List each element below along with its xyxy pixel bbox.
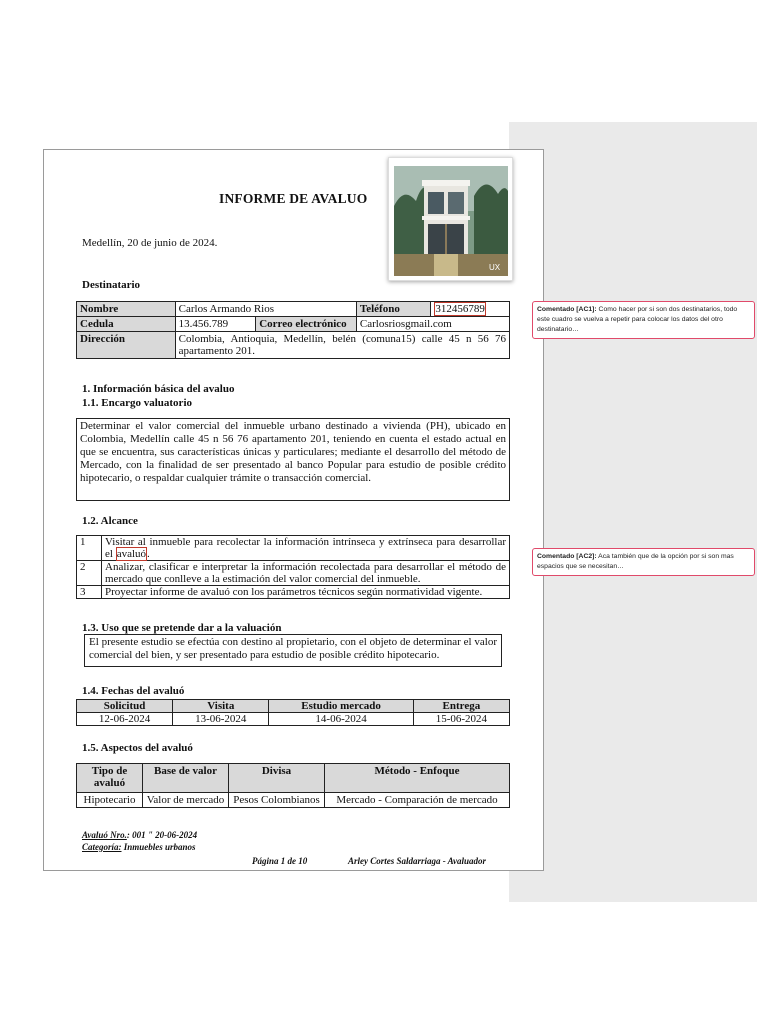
fecha-entrega[interactable]: 15-06-2024 bbox=[413, 713, 509, 726]
alcance-text: Proyectar informe de avaluó con los parámetros técnicos según normatividad vigente. bbox=[102, 586, 510, 599]
encargo-text-pre: Determinar el valor comercial del inmueble urbano destinado a vivienda (PH), ubicado en bbox=[80, 420, 506, 432]
alcance-num: 3 bbox=[77, 586, 102, 599]
alcance-row[interactable] bbox=[77, 561, 510, 586]
direccion-value[interactable]: Colombia, Antioquia, Medellín, belén (comuna15) calle 45 n 56 76 apartamento 201. bbox=[175, 332, 509, 359]
correo-label: Correo electrónico bbox=[256, 317, 357, 332]
alcance-table bbox=[76, 535, 510, 599]
fechas-heading: 1.4. Fechas del avaluó bbox=[82, 685, 185, 697]
aspectos-header-base: Base de valor bbox=[143, 764, 229, 793]
alcance-text: Analizar, clasificar e interpretar la información recolectada para desarrollar el método de mercado que conlleve a la estimación del valor comercial del inmueble. bbox=[102, 561, 510, 586]
comment-ac1-text: Como hacer por si son dos destinatarios, todo este cuadro se vuelva a repetir para colocar los datos del otro destinatario… bbox=[537, 306, 738, 333]
fechas-header-estudio: Estudio mercado bbox=[269, 700, 413, 713]
photo-watermark: UX bbox=[489, 263, 501, 272]
alcance-num: 2 bbox=[77, 561, 102, 586]
footer-author: Arley Cortes Saldarriaga - Avaluador bbox=[348, 856, 487, 866]
correo-value[interactable]: Carlosriosgmail.com bbox=[356, 317, 509, 332]
comment-ac1-id: Comentado [AC1]: bbox=[537, 306, 597, 313]
telefono-label: Teléfono bbox=[356, 302, 431, 317]
section1-heading: 1. Información básica del avaluo bbox=[82, 383, 235, 395]
aspecto-tipo[interactable]: Hipotecario bbox=[77, 793, 143, 808]
document-title: INFORME DE AVALUO bbox=[219, 191, 368, 206]
alcance-text: Visitar al inmueble para recolectar la información intrínseca y extrínseca para desarrollar el avaluó. bbox=[102, 536, 510, 561]
aspectos-header-tipo: Tipo de avaluó bbox=[77, 764, 143, 793]
alcance-num: 1 bbox=[77, 536, 102, 561]
comment-pane bbox=[509, 122, 757, 902]
direccion-label: Dirección bbox=[77, 332, 176, 359]
document-date: Medellín, 20 de junio de 2024. bbox=[82, 237, 218, 249]
telefono-cell[interactable] bbox=[431, 302, 510, 317]
fechas-header-entrega: Entrega bbox=[413, 700, 509, 713]
aspecto-divisa[interactable]: Pesos Colombianos bbox=[229, 793, 325, 808]
aspectos-heading: 1.5. Aspectos del avaluó bbox=[82, 742, 193, 754]
nombre-value[interactable]: Carlos Armando Rios bbox=[175, 302, 356, 317]
nombre-label: Nombre bbox=[77, 302, 176, 317]
destinatario-table bbox=[76, 301, 510, 359]
document-page[interactable] bbox=[43, 149, 544, 871]
cedula-label: Cedula bbox=[77, 317, 176, 332]
fechas-table bbox=[76, 699, 510, 726]
fecha-solicitud[interactable]: 12-06-2024 bbox=[77, 713, 173, 726]
fecha-estudio[interactable]: 14-06-2024 bbox=[269, 713, 413, 726]
encargo-text-bold: Colombia, Medellín calle 45 n 56 76 apartamento 201 bbox=[80, 433, 327, 445]
house-photo-icon bbox=[394, 166, 508, 276]
comment-ac2-id: Comentado [AC2]: bbox=[537, 553, 597, 560]
alcance-row[interactable] bbox=[77, 536, 510, 561]
footer-categoria: Categoría: Inmuebles urbanos bbox=[82, 842, 196, 852]
uso-box[interactable]: El presente estudio se efectúa con destino al propietario, con el objeto de determinar el valor comercial del bien, y ser presentado para estudio de posible crédito hipotecario. bbox=[84, 634, 502, 667]
alcance-row[interactable] bbox=[77, 586, 510, 599]
uso-heading: 1.3. Uso que se pretende dar a la valuación bbox=[82, 622, 282, 634]
footer-page-number: Página 1 de 10 bbox=[252, 856, 308, 866]
encargo-box[interactable] bbox=[76, 418, 510, 501]
footer-avaluo: Avaluó Nro.: 001 " 20-06-2024 bbox=[82, 830, 198, 840]
avaluo-comment-mark[interactable]: avaluó bbox=[116, 548, 147, 560]
alcance-heading: 1.2. Alcance bbox=[82, 515, 138, 527]
cedula-value[interactable]: 13.456.789 bbox=[175, 317, 256, 332]
fechas-header-solicitud: Solicitud bbox=[77, 700, 173, 713]
aspectos-table bbox=[76, 763, 510, 808]
aspecto-metodo[interactable]: Mercado - Comparación de mercado bbox=[325, 793, 510, 808]
encargo-text-post: , teniendo en cuenta el estado actual en que se encuentra, sus características únicas y particulares; mediante el desarrollo del método de Mercado, con la finalidad de ser presentado al banco Popular para estudio de posible crédito hipotecario, o respaldar cualquier trámite o transacción comercial. bbox=[80, 433, 506, 484]
comment-ac2[interactable] bbox=[532, 548, 755, 576]
telefono-value[interactable]: 312456789 bbox=[435, 303, 485, 315]
aspectos-header-metodo: Método - Enfoque bbox=[325, 764, 510, 793]
destinatario-heading: Destinatario bbox=[82, 279, 141, 291]
encargo-heading: 1.1. Encargo valuatorio bbox=[82, 397, 192, 409]
property-photo bbox=[388, 157, 513, 281]
aspecto-base[interactable]: Valor de mercado bbox=[143, 793, 229, 808]
fecha-visita[interactable]: 13-06-2024 bbox=[173, 713, 269, 726]
fechas-header-visita: Visita bbox=[173, 700, 269, 713]
comment-ac1[interactable] bbox=[532, 301, 755, 339]
aspectos-header-divisa: Divisa bbox=[229, 764, 325, 793]
comment-ac2-text: Aca también que de la opción por si son mas espacios que se necesitan… bbox=[537, 553, 734, 570]
